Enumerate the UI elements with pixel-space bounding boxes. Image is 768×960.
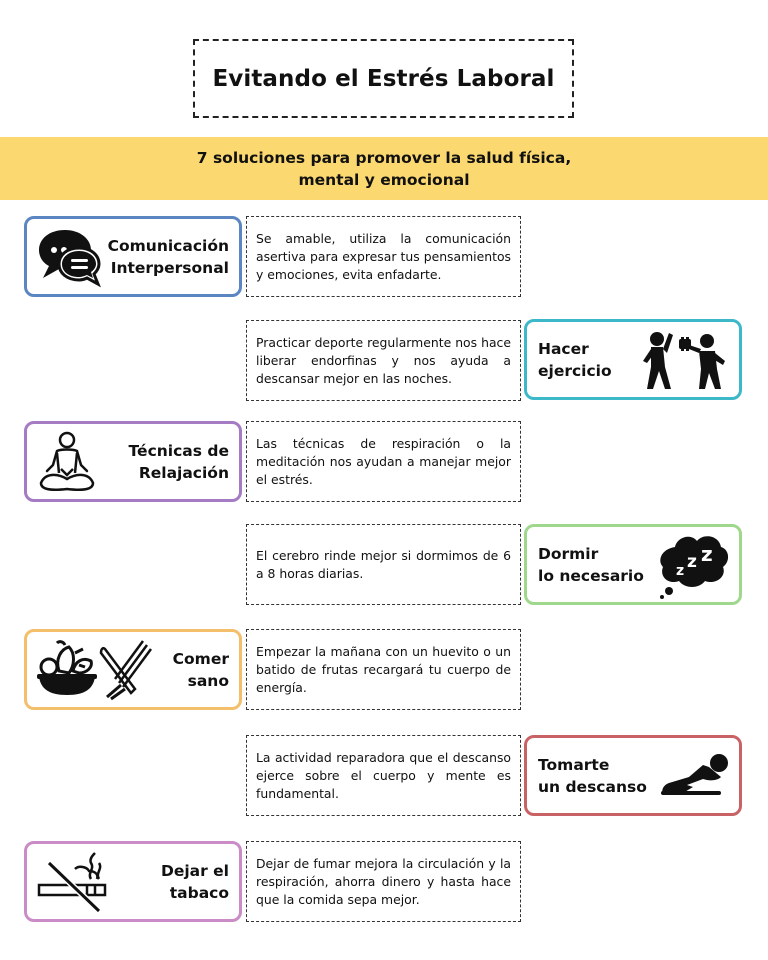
title-box: [193, 39, 574, 118]
solution-label: Dormir lo necesario: [538, 544, 644, 585]
solution-description-comunicacion: Se amable, utiliza la comunicación asertiva para expresar tus pensamientos y emociones, evita enfadarte.: [246, 216, 521, 297]
meditation-icon: [27, 429, 99, 495]
page-title: Evitando el Estrés Laboral: [212, 65, 555, 92]
svg-text:z: z: [701, 541, 713, 566]
exercise-people-icon: [635, 327, 739, 393]
page-subtitle: 7 soluciones para promover la salud física, mental y emocional: [196, 148, 572, 189]
solution-label: Tomarte un descanso: [538, 755, 647, 796]
svg-text:z: z: [676, 562, 685, 579]
solution-card-ejercicio: [524, 319, 742, 400]
healthy-food-icon: [27, 639, 153, 701]
solution-description-ejercicio: Practicar deporte regularmente nos hace liberar endorfinas y nos ayuda a descansar mejor en las noches.: [246, 320, 521, 401]
solution-description-comer: Empezar la mañana con un huevito o un batido de frutas recargará tu cuerpo de energía.: [246, 629, 521, 710]
solution-card-comunicacion: [24, 216, 242, 297]
solution-description-tabaco: Dejar de fumar mejora la circulación y la respiración, ahorra dinero y hasta hace que la comida sepa mejor.: [246, 841, 521, 922]
subtitle-banner: [0, 137, 768, 200]
svg-text:z: z: [687, 551, 697, 572]
solution-card-comer: [24, 629, 242, 710]
solution-label: Dejar el tabaco: [160, 861, 229, 902]
solution-label: Comer sano: [172, 649, 229, 690]
solution-label: Hacer ejercicio: [538, 339, 612, 380]
sleep-cloud-icon: [657, 531, 739, 599]
solution-label: Técnicas de Relajación: [128, 441, 229, 482]
solution-label: Comunicación Interpersonal: [107, 236, 229, 277]
solution-description-relajacion: Las técnicas de respiración o la meditación nos ayudan a manejar mejor el estrés.: [246, 421, 521, 502]
solution-description-dormir: El cerebro rinde mejor si dormimos de 6 a 8 horas diarias.: [246, 524, 521, 605]
solution-card-dormir: [524, 524, 742, 605]
solution-card-tabaco: [24, 841, 242, 922]
chat-bubbles-icon: [27, 226, 101, 288]
solution-card-relajacion: [24, 421, 242, 502]
solution-card-descanso: [524, 735, 742, 816]
solution-description-descanso: La actividad reparadora que el descanso ejerce sobre el cuerpo y mente es fundamental.: [246, 735, 521, 816]
no-smoking-icon: [27, 851, 109, 913]
resting-person-icon: [659, 751, 739, 801]
